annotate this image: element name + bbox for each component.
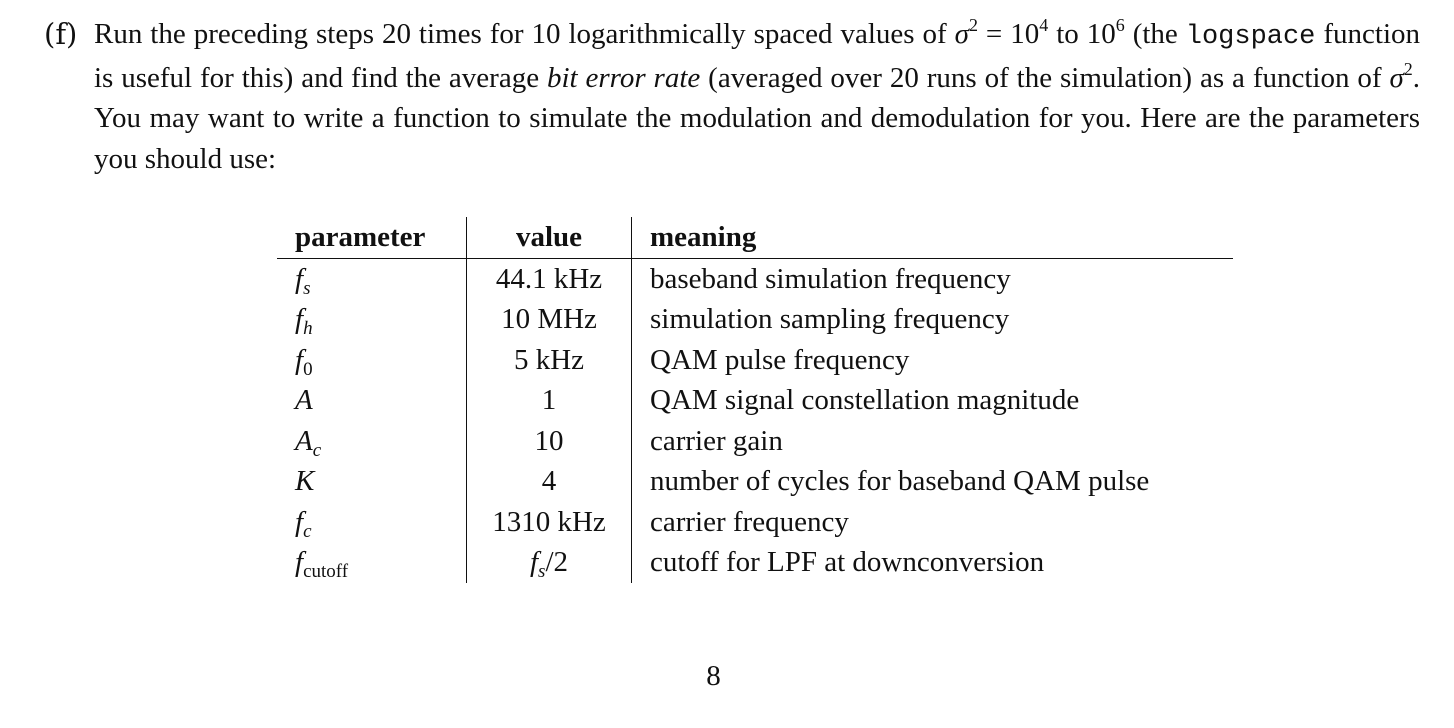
cell-parameter <box>277 421 467 462</box>
parameter-symbol <box>295 465 314 497</box>
table-row <box>277 299 1233 340</box>
header-meaning: meaning <box>650 221 757 253</box>
parameter-symbol <box>295 384 313 416</box>
cell-meaning: QAM pulse frequency <box>650 343 910 376</box>
symbol-subscript: s <box>303 277 311 299</box>
page-number: 8 <box>706 660 721 692</box>
header-value: value <box>467 217 632 258</box>
table-row <box>277 258 1233 299</box>
superscript: 2 <box>1403 58 1413 79</box>
cell-value: 5 kHz <box>467 340 632 381</box>
cell-value: 44.1 kHz <box>467 258 632 299</box>
parameter-table <box>277 217 1233 583</box>
cell-parameter <box>277 380 467 421</box>
cell-parameter <box>277 258 467 299</box>
cell-meaning: cutoff for LPF at downconversion <box>650 546 1045 578</box>
problem-f <box>44 14 1420 179</box>
table-row <box>277 502 1233 543</box>
symbol-base: A <box>295 384 313 416</box>
symbol-subscript: h <box>303 318 313 339</box>
cell-parameter <box>277 502 467 543</box>
sigma-symbol: σ <box>1389 61 1404 94</box>
text-run: (the <box>1124 18 1186 50</box>
symbol-base: f <box>295 505 304 538</box>
symbol-subscript: c <box>312 439 322 461</box>
cell-parameter <box>277 461 467 502</box>
value-symbol-base: f <box>529 546 539 578</box>
problem-label: (f) <box>44 17 78 51</box>
text-run: to 10 <box>1048 18 1116 50</box>
text-run: (averaged over 20 runs of the simulation) as a function of <box>700 61 1390 94</box>
symbol-base: f <box>295 303 304 335</box>
cell-meaning: carrier frequency <box>650 505 849 538</box>
table-row <box>277 542 1233 583</box>
table-header-row <box>277 217 1233 258</box>
cell-parameter <box>277 340 467 381</box>
parameter-symbol <box>295 262 311 299</box>
cell-value <box>467 542 632 583</box>
text-run: function is useful for this) and find the average <box>94 18 1420 94</box>
symbol-base: f <box>295 343 304 376</box>
cell-meaning: number of cycles for baseband QAM pulse <box>650 465 1150 497</box>
symbol-subscript: cutoff <box>303 561 349 582</box>
value-rest: /2 <box>545 546 569 578</box>
value-symbol-subscript: s <box>538 561 546 582</box>
sigma-symbol: σ <box>954 18 969 50</box>
superscript: 4 <box>1039 15 1049 35</box>
cell-value: 1 <box>467 380 632 421</box>
emphasis-bit-error-rate: bit error rate <box>546 61 701 94</box>
symbol-base: f <box>295 546 304 578</box>
symbol-base: f <box>295 262 304 295</box>
cell-meaning: simulation sampling frequency <box>650 303 1010 335</box>
table-body <box>277 258 1233 583</box>
cell-parameter <box>277 299 467 340</box>
text-run: = 10 <box>977 18 1040 50</box>
code-logspace: logspace <box>1185 22 1316 52</box>
parameter-symbol <box>295 303 313 339</box>
parameter-symbol <box>295 546 349 582</box>
problem-text <box>94 14 1420 179</box>
superscript: 6 <box>1115 15 1125 35</box>
parameter-symbol <box>295 424 322 461</box>
parameter-symbol <box>295 505 312 542</box>
table-row <box>277 380 1233 421</box>
text-run: . You may want to write a function to simulate the modulation and demodulation for you. Here are the parameters you should use: <box>94 61 1420 175</box>
cell-value: 1310 kHz <box>467 502 632 543</box>
symbol-subscript: 0 <box>303 358 313 380</box>
cell-meaning: carrier gain <box>650 424 783 457</box>
symbol-subscript: c <box>303 520 312 542</box>
cell-value: 10 <box>467 421 632 462</box>
table-row <box>277 461 1233 502</box>
cell-value: 10 MHz <box>467 299 632 340</box>
text-run: Run the preceding steps 20 times for 10 logarithmically spaced values of <box>94 18 955 50</box>
cell-parameter <box>277 542 467 583</box>
cell-value: 4 <box>467 461 632 502</box>
value-symbol <box>529 546 546 582</box>
superscript: 2 <box>968 15 978 35</box>
cell-meaning: QAM signal constellation magnitude <box>650 384 1080 416</box>
table-row <box>277 340 1233 381</box>
cell-meaning: baseband simulation frequency <box>650 262 1011 295</box>
symbol-base: K <box>295 465 315 497</box>
header-parameter: parameter <box>277 217 467 258</box>
parameter-symbol <box>295 343 313 380</box>
symbol-base: A <box>295 424 313 457</box>
table-row <box>277 421 1233 462</box>
